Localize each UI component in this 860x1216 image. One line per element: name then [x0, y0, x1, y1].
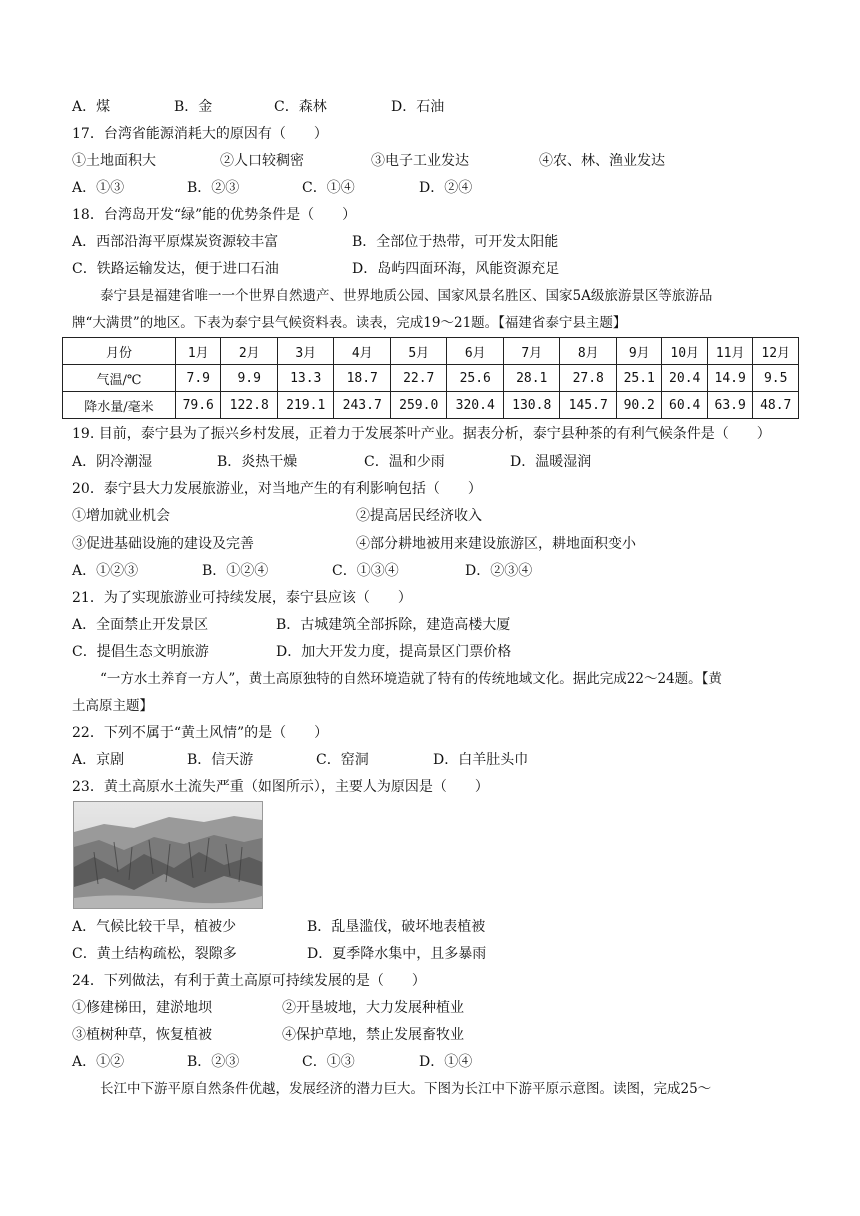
- table-cell-months: 9月: [616, 338, 661, 365]
- q22-option-c[interactable]: C．窑洞: [316, 752, 369, 768]
- q22-option-d[interactable]: D．白羊肚头巾: [433, 752, 529, 768]
- q24-option-b[interactable]: B．②③: [187, 1054, 240, 1070]
- q23-options-row2: [72, 944, 486, 964]
- table-cell-months: 1月: [176, 338, 221, 365]
- q22-option-a[interactable]: A．京剧: [72, 752, 125, 768]
- table-row-temperature: [63, 365, 799, 392]
- table-cell-precipitation: 79.6: [176, 392, 221, 419]
- q19-option-d[interactable]: D．温暖湿润: [510, 454, 592, 470]
- table-cell-months: 5月: [390, 338, 447, 365]
- q16-options: [72, 97, 444, 117]
- q24-option-d[interactable]: D．①④: [419, 1054, 473, 1070]
- q19-option-b[interactable]: B．炎热干燥: [217, 454, 298, 470]
- q17-option-d[interactable]: D．②④: [419, 180, 473, 196]
- q21-option-d[interactable]: D．加大开发力度，提高景区门票价格: [276, 644, 512, 660]
- q19-option-a[interactable]: A．阴冷潮湿: [72, 454, 153, 470]
- table-cell-months: 2月: [221, 338, 278, 365]
- table-cell-months: 7月: [503, 338, 560, 365]
- table-cell-months: 4月: [334, 338, 391, 365]
- q18-option-d[interactable]: D．岛屿四面环海，风能资源充足: [352, 261, 560, 277]
- q17-item-2: ②人口较稠密: [220, 153, 304, 169]
- table-cell-precipitation: 122.8: [221, 392, 278, 419]
- q22-option-b[interactable]: B．信天游: [187, 752, 254, 768]
- q20-option-a[interactable]: A．①②③: [72, 563, 139, 579]
- table-cell-months: 11月: [707, 338, 752, 365]
- q24-item-1: ①修建梯田，建淤地坝: [72, 1000, 212, 1016]
- table-cell-precipitation: 320.4: [447, 392, 504, 419]
- q24-items-row2: [72, 1025, 464, 1045]
- table-cell-precipitation: 63.9: [707, 392, 752, 419]
- table-cell-precipitation: 130.8: [503, 392, 560, 419]
- q24-option-c[interactable]: C．①③: [302, 1054, 355, 1070]
- q21-option-c[interactable]: C．提倡生态文明旅游: [72, 644, 209, 660]
- passage-taining-line2: 牌“大满贯”的地区。下表为泰宁县气候资料表。读表，完成19～21题。【福建省泰宁县主题】: [72, 315, 627, 331]
- table-cell-temperature: 13.3: [277, 365, 334, 392]
- q20-items-row2: [72, 534, 636, 554]
- table-row-precipitation: [63, 392, 799, 419]
- q23-option-d[interactable]: D．夏季降水集中，且多暴雨: [307, 946, 487, 962]
- q19-stem: 19. 目前，泰宁县为了振兴乡村发展，正着力于发展茶叶产业。据表分析，泰宁县种茶的有利气候条件是（ ）: [72, 426, 771, 442]
- table-cell-temperature: 7.9: [176, 365, 221, 392]
- q20-item-1: ①增加就业机会: [72, 508, 170, 524]
- q20-stem: 20．泰宁县大力发展旅游业，对当地产生的有利影响包括（ ）: [72, 481, 482, 497]
- table-cell-temperature: 20.4: [662, 365, 707, 392]
- q24-item-4: ④保护草地，禁止发展畜牧业: [282, 1027, 464, 1043]
- q16-option-d[interactable]: D．石油: [391, 99, 445, 115]
- q21-stem: 21．为了实现旅游业可持续发展，泰宁县应该（ ）: [72, 590, 412, 606]
- q21-option-b[interactable]: B．古城建筑全部拆除，建造高楼大厦: [276, 617, 511, 633]
- table-cell-precipitation: 48.7: [753, 392, 799, 419]
- table-cell-temperature: 25.6: [447, 365, 504, 392]
- q23-options-row1: [72, 917, 485, 937]
- table-cell-months: 6月: [447, 338, 504, 365]
- q21-options-row2: [72, 642, 511, 662]
- q18-stem: 18．台湾岛开发“绿”能的优势条件是（ ）: [72, 207, 357, 223]
- table-cell-temperature: 9.5: [753, 365, 799, 392]
- q24-items-row1: [72, 998, 464, 1018]
- passage-yangtze-line1: 长江中下游平原自然条件优越，发展经济的潜力巨大。下图为长江中下游平原示意图。读图，完成25～: [100, 1081, 712, 1097]
- passage-loess-line1: “一方水土养育一方人”，黄土高原独特的自然环境造就了特有的传统地域文化。据此完成22～24题。【黄: [100, 671, 722, 687]
- q23-option-b[interactable]: B．乱垦滥伐，破坏地表植被: [307, 919, 486, 935]
- q24-item-3: ③植树种草，恢复植被: [72, 1027, 212, 1043]
- q17-items: [72, 151, 665, 171]
- q24-options: [72, 1052, 472, 1072]
- q17-item-3: ③电子工业发达: [371, 153, 469, 169]
- row-header-months: 月份: [63, 338, 176, 365]
- passage-loess: [72, 666, 792, 720]
- q17-option-a[interactable]: A．①③: [72, 180, 125, 196]
- q20-option-d[interactable]: D．②③④: [465, 563, 533, 579]
- table-cell-temperature: 14.9: [707, 365, 752, 392]
- q18-option-a[interactable]: A．西部沿海平原煤炭资源较丰富: [72, 234, 279, 250]
- table-cell-precipitation: 60.4: [662, 392, 707, 419]
- passage-loess-line2: 土高原主题】: [72, 698, 153, 714]
- passage-taining-line1: 泰宁县是福建省唯一一个世界自然遗产、世界地质公园、国家风景名胜区、国家5A级旅游景区等旅游品: [100, 288, 713, 304]
- q24-item-2: ②开垦坡地，大力发展种植业: [282, 1000, 464, 1016]
- table-cell-precipitation: 243.7: [334, 392, 391, 419]
- q24-option-a[interactable]: A．①②: [72, 1054, 125, 1070]
- q17-option-c[interactable]: C．①④: [302, 180, 355, 196]
- q18-option-b[interactable]: B．全部位于热带，可开发太阳能: [352, 234, 559, 250]
- passage-taining: [72, 283, 792, 337]
- table-cell-temperature: 9.9: [221, 365, 278, 392]
- q17-option-b[interactable]: B．②③: [187, 180, 240, 196]
- table-row-months: [63, 338, 799, 365]
- q20-item-3: ③促进基础设施的建设及完善: [72, 536, 254, 552]
- table-cell-months: 12月: [753, 338, 799, 365]
- table-cell-temperature: 25.1: [616, 365, 661, 392]
- q20-item-4: ④部分耕地被用来建设旅游区，耕地面积变小: [356, 536, 636, 552]
- q18-option-c[interactable]: C．铁路运输发达，便于进口石油: [72, 261, 279, 277]
- q22-stem: 22．下列不属于“黄土风情”的是（ ）: [72, 725, 329, 741]
- table-cell-months: 8月: [560, 338, 617, 365]
- table-cell-temperature: 22.7: [390, 365, 447, 392]
- q20-options: [72, 561, 532, 581]
- row-header-temperature: 气温/℃: [63, 365, 176, 392]
- loess-plateau-photo: [73, 801, 263, 909]
- q20-option-c[interactable]: C．①③④: [332, 563, 399, 579]
- q22-options: [72, 750, 528, 770]
- q16-option-a[interactable]: A．煤: [72, 99, 111, 115]
- table-cell-months: 10月: [662, 338, 707, 365]
- q20-item-2: ②提高居民经济收入: [356, 508, 482, 524]
- q17-options: [72, 178, 472, 198]
- table-cell-temperature: 27.8: [560, 365, 617, 392]
- q24-stem: 24．下列做法，有利于黄土高原可持续发展的是（ ）: [72, 973, 426, 989]
- q21-option-a[interactable]: A．全面禁止开发景区: [72, 617, 209, 633]
- table-cell-precipitation: 145.7: [560, 392, 617, 419]
- table-cell-precipitation: 259.0: [390, 392, 447, 419]
- q18-options-row1: [72, 232, 558, 252]
- climate-table: [62, 337, 799, 419]
- q19-option-c[interactable]: C．温和少雨: [364, 454, 445, 470]
- q17-item-4: ④农、林、渔业发达: [539, 153, 665, 169]
- q20-option-b[interactable]: B．①②④: [202, 563, 269, 579]
- table-cell-temperature: 28.1: [503, 365, 560, 392]
- q20-items-row1: [72, 506, 482, 526]
- q23-option-c[interactable]: C．黄土结构疏松，裂隙多: [72, 946, 237, 962]
- q18-options-row2: [72, 259, 559, 279]
- table-cell-precipitation: 90.2: [616, 392, 661, 419]
- q21-options-row1: [72, 615, 510, 635]
- row-header-precipitation: 降水量/毫米: [63, 392, 176, 419]
- q19-options: [72, 452, 591, 472]
- q23-option-a[interactable]: A．气候比较干旱，植被少: [72, 919, 237, 935]
- table-cell-precipitation: 219.1: [277, 392, 334, 419]
- table-cell-temperature: 18.7: [334, 365, 391, 392]
- q17-item-1: ①土地面积大: [72, 153, 156, 169]
- q16-option-c[interactable]: C．森林: [274, 99, 327, 115]
- passage-yangtze: [72, 1076, 792, 1103]
- table-cell-months: 3月: [277, 338, 334, 365]
- q16-option-b[interactable]: B．金: [174, 99, 213, 115]
- q23-stem: 23．黄土高原水土流失严重（如图所示），主要人为原因是（ ）: [72, 779, 489, 795]
- q17-stem: 17．台湾省能源消耗大的原因有（ ）: [72, 126, 328, 142]
